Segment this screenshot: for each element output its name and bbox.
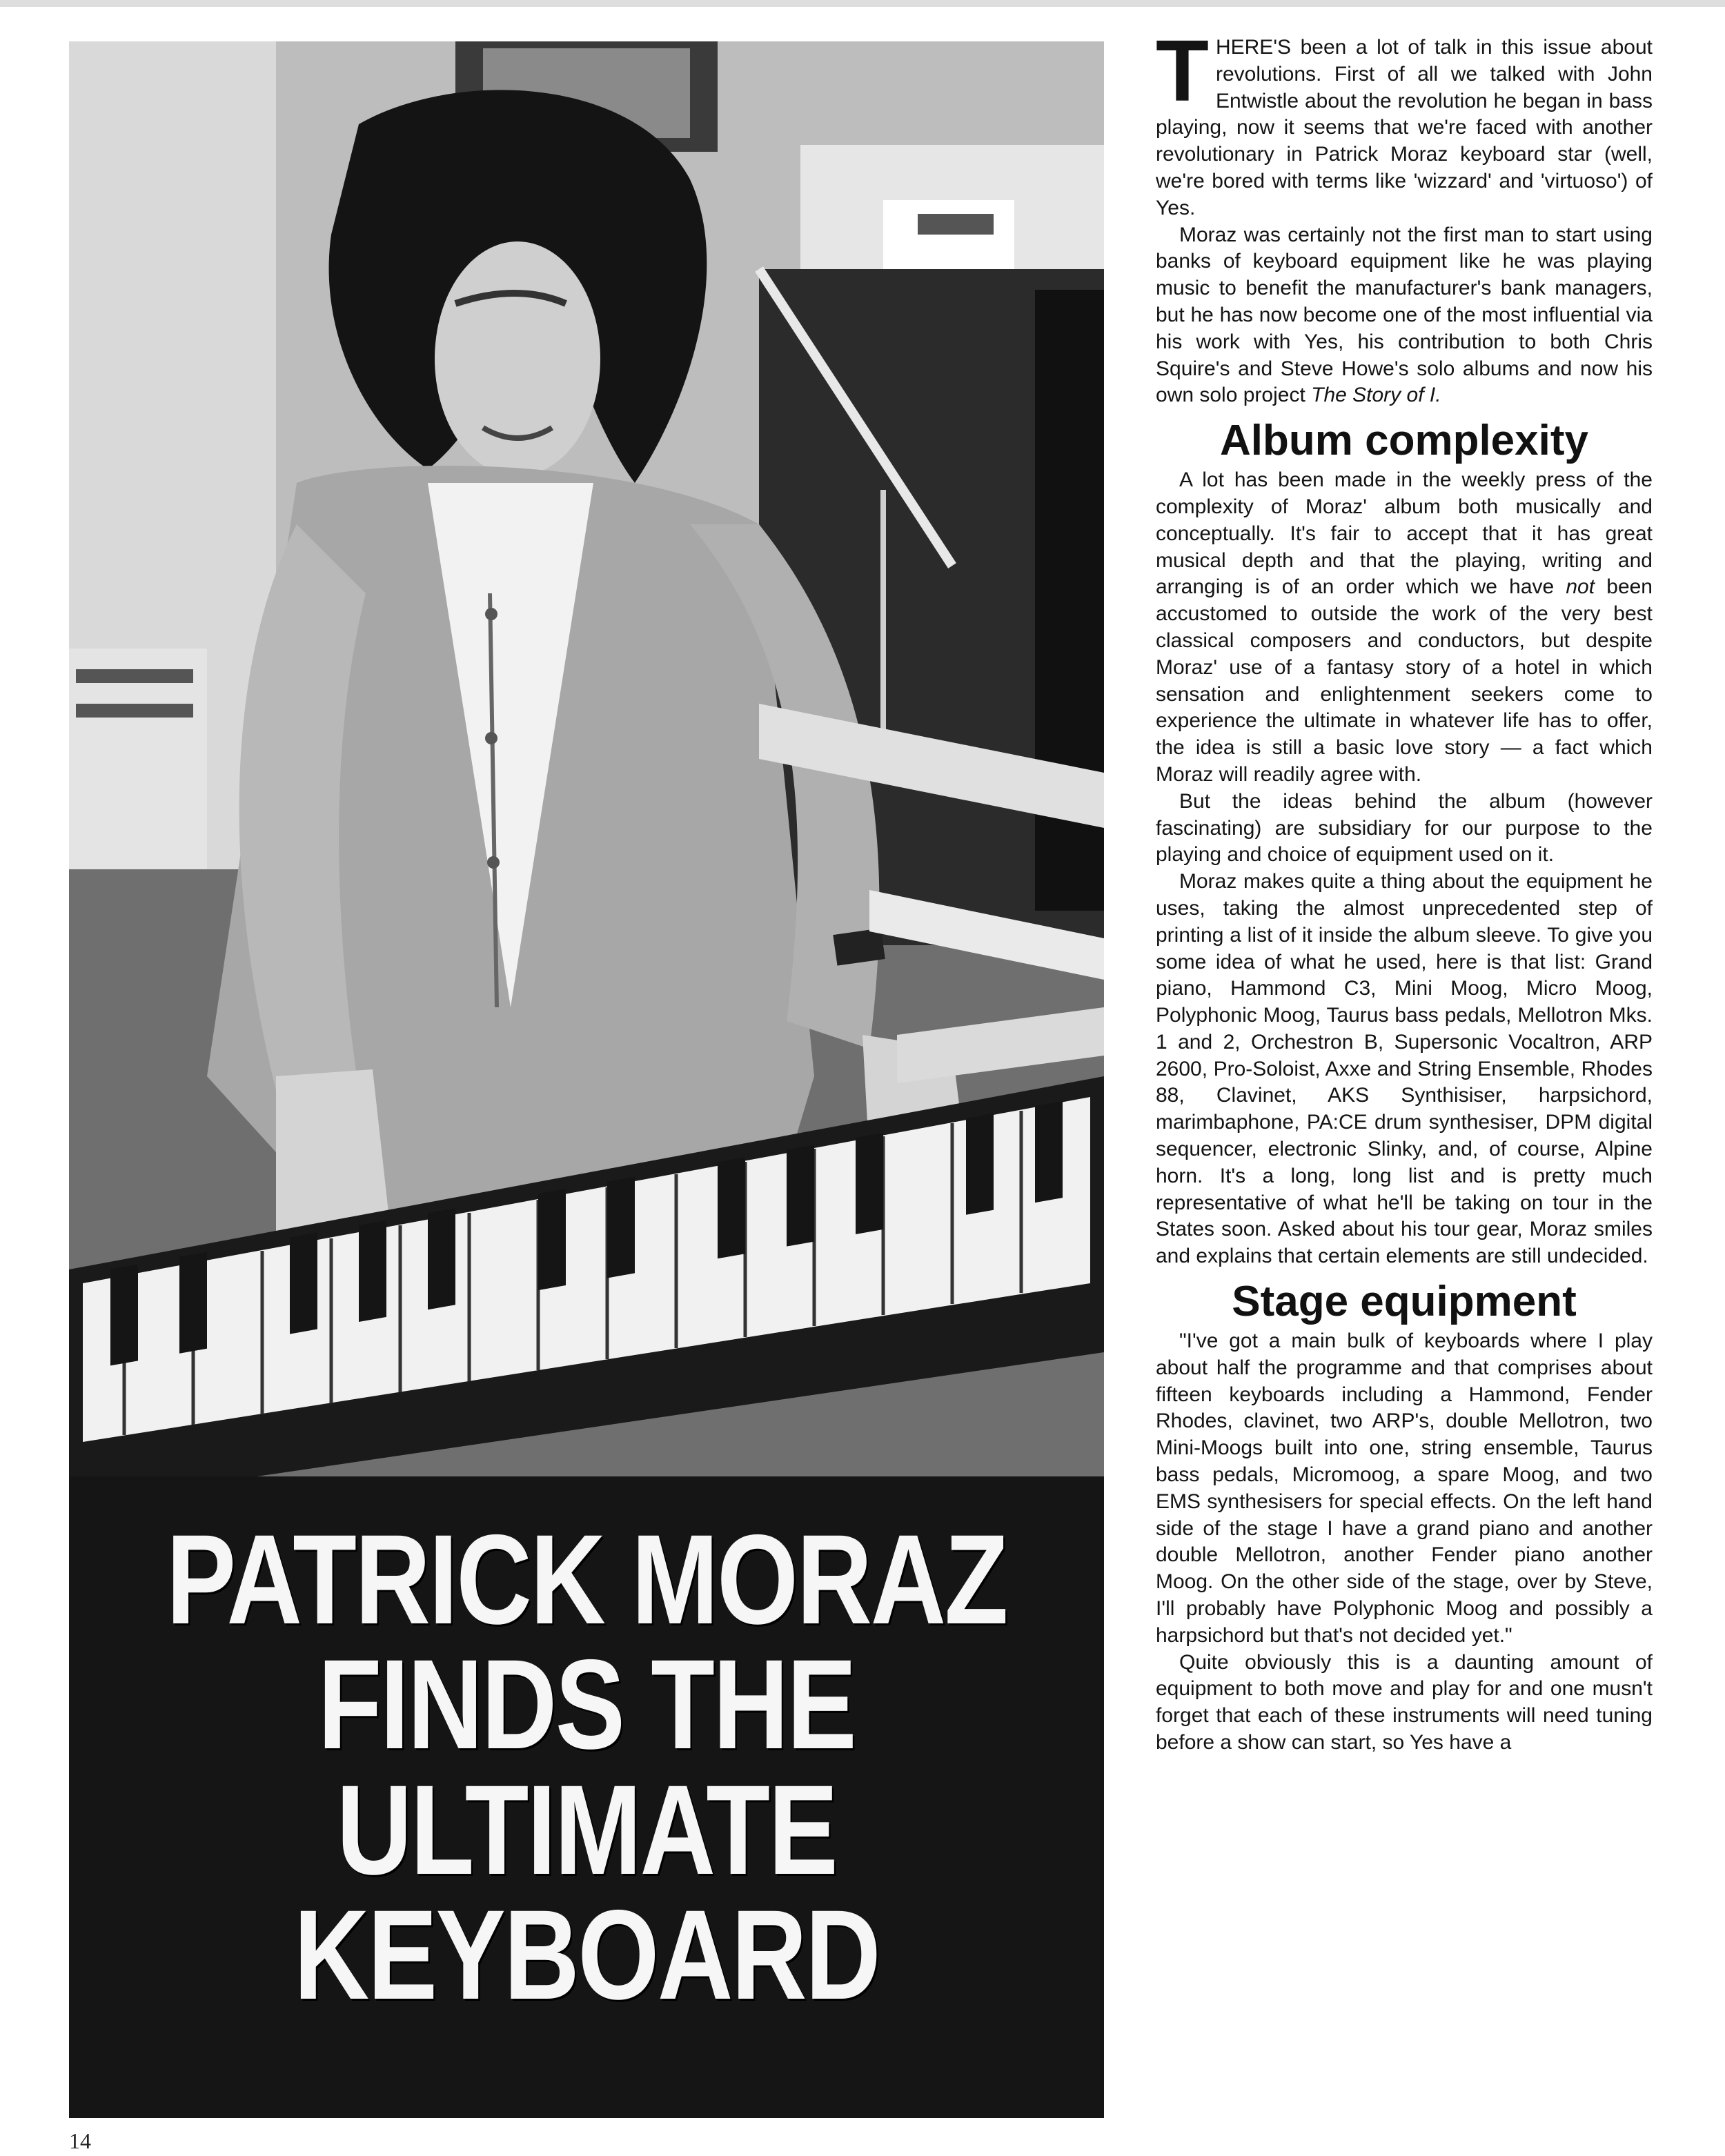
album-paragraph-2: But the ideas behind the album (however fascinating) are subsidiary for our purpose to the playing and choice of equipment used on it.	[1156, 789, 1653, 867]
album-paragraph-1	[1156, 467, 1653, 789]
subheading-album-complexity: Album complexity	[1220, 417, 1588, 465]
headline-line-2: FINDS THE	[317, 1634, 856, 1777]
album-paragraph-1-b: been accustomed to outside the work of the very best classical composers and conductors, but despite Moraz' use of a fantasy story of a hotel in which sensation and enlightenment seekers come to experience the ultimate in whatever life has to offer, the idea is still a basic love story — a fact which Moraz will readily agree with.	[1156, 575, 1653, 786]
keyboardist-photo	[69, 41, 1104, 2118]
headline	[69, 1509, 1104, 2026]
subheading-stage-equipment: Stage equipment	[1232, 1278, 1577, 1326]
paragraph-2-text: Moraz was certainly not the first man to start using banks of keyboard equipment like he was playing music to benefit the manufacturer's bank managers, but he has now become one of the most influential via his work with Yes, his contribution to both Chris Squire's and Steve Howe's solo albums and now his own solo project	[1156, 223, 1653, 407]
drop-cap: T	[1156, 22, 1209, 119]
album-title: The Story of I.	[1311, 384, 1441, 407]
stage-paragraph-2: Quite obviously this is a daunting amount of equipment to both move and play for and one musn't forget that each of these instruments will need tuning before a show can start, so Yes have a	[1156, 1650, 1653, 1754]
top-rule	[0, 0, 1725, 7]
intro-paragraph	[1156, 22, 1653, 222]
article-column	[1156, 22, 1653, 1757]
stage-paragraph-1: "I've got a main bulk of keyboards where I play about half the programme and that comprises about fifteen keyboards including a Hammond, Fender Rhodes, clavinet, two ARP's, double Mellotron, two Mini-Moogs built into one, string ensemble, Taurus bass pedals, Micromoog, a spare Moog, and two EMS synthesisers for special effects. On the left hand side of the stage I have a grand piano and another double Mellotron, another Fender piano another Moog. On the other side of the stage, over by Steve, I'll probably have Polyphonic Moog and possibly a harpsichord but that's not decided yet."	[1156, 1329, 1653, 1647]
headline-line-4: KEYBOARD	[293, 1883, 880, 2026]
paragraph-2	[1156, 222, 1653, 410]
album-paragraph-3: Moraz makes quite a thing about the equipment he uses, taking the almost unprecedented step of printing a list of it inside the album sleeve. To give you some idea of what he used, here is that list: Grand piano, Hammond C3, Mini Moog, Micro Moog, Polyphonic Moog, Taurus bass pedals, Mellotron Mks. 1 and 2, Orchestron B, Supersonic Vocaltron, ARP 2600, Pro-Soloist, Axxe and String Ensemble, Rhodes 88, Clavinet, AKS Synthisiser, harpsichord, marimbaphone, PA:CE drum synthesiser, DPM digital sequencer, electronic Slinky, and, of course, Alpine horn. It's a long, long list and is pretty much representative of what he'll be taking on tour in the States soon. Asked about his tour gear, Moraz smiles and explains that certain elements are still undecided.	[1156, 870, 1653, 1268]
intro-text: HERE'S been a lot of talk in this issue about revolutions. First of all we talked with John Entwistle about the revolution he began in bass playing, now it seems that we're faced with another revolutionary in Patrick Moraz keyboard star (well, we're bored with terms like 'wizzard' and 'virtuoso') of Yes.	[1156, 36, 1653, 219]
headline-line-1: PATRICK MORAZ	[166, 1509, 1007, 1651]
album-paragraph-1-a: A lot has been made in the weekly press of the complexity of Moraz' album both musically and conceptually. It's fair to accept that it has great musical depth and that the playing, writing and arranging is of an order which we have	[1156, 468, 1653, 599]
emphasis-not: not	[1566, 575, 1595, 599]
page-number: 14	[69, 2128, 91, 2153]
headline-line-3: ULTIMATE	[336, 1759, 837, 1901]
